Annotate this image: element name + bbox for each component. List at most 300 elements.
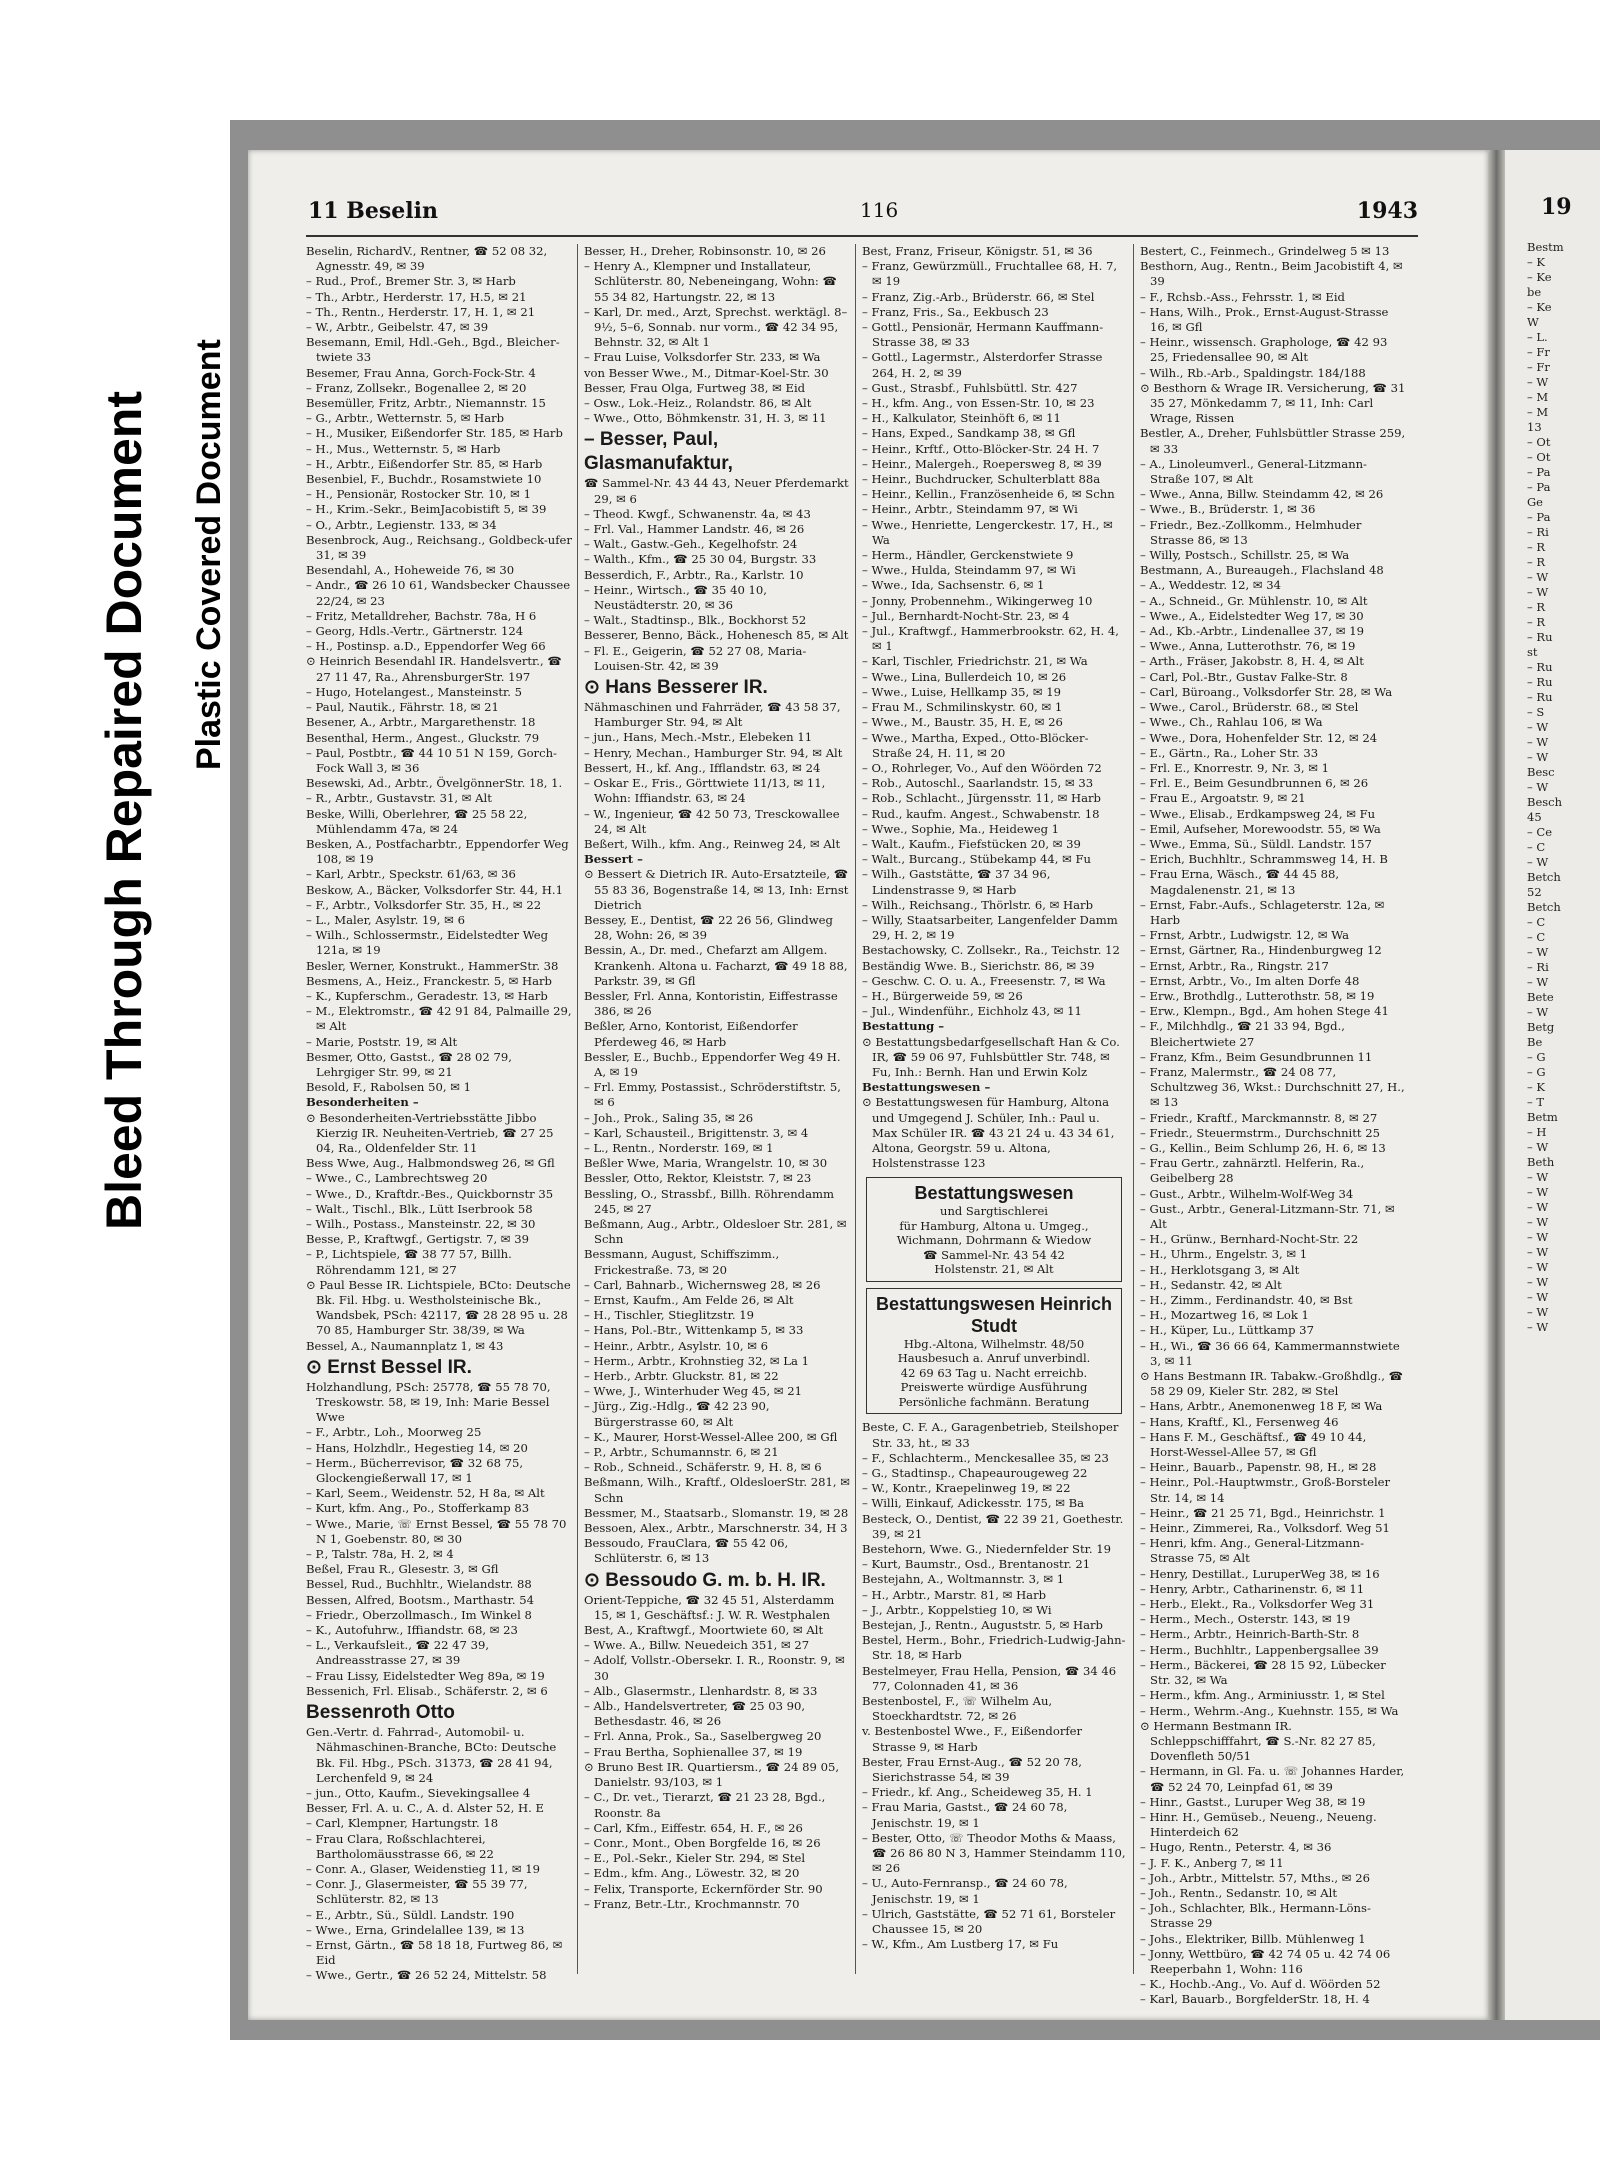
next-page-fragment: be xyxy=(1527,285,1542,299)
directory-entry: ⊙ Hans Bestmann IR. Tabakw.-Großhdlg., ☎ 58 29 09, Kieler Str. 282, ✉ Stel xyxy=(1140,1369,1404,1399)
directory-entry: – Frau Bertha, Sophienallee 37, ✉ 19 xyxy=(584,1744,803,1759)
directory-entry: Besken, A., Postfacharbtr., Eppendorfer Weg 108, ✉ 19 xyxy=(306,836,569,867)
directory-entry: – Henri, kfm. Ang., General-Litzmann-Strasse 75, ✉ Alt xyxy=(1140,1536,1365,1566)
directory-entry: Beßler Wwe, Maria, Wrangelstr. 10, ✉ 30 xyxy=(584,1156,828,1171)
next-page-fragment: – Pa xyxy=(1527,465,1551,479)
next-page-fragment: – W xyxy=(1527,570,1549,584)
directory-entry: – Heinr., ☎ 21 25 71, Bgd., Heinrichstr. 1 xyxy=(1140,1505,1386,1520)
side-note-plastic-covered: Plastic Covered Document xyxy=(190,339,228,770)
directory-entry: – J. F. K., Anberg 7, ✉ 11 xyxy=(1140,1855,1284,1870)
column-divider xyxy=(855,244,856,1974)
directory-entry: – Wwe., Hulda, Steindamm 97, ✉ Wi xyxy=(862,563,1076,578)
advertisement-line: für Hamburg, Altona u. Umgeg., xyxy=(899,1218,1089,1233)
directory-entry: ⊙ Bruno Best IR. Quartiersm., ☎ 24 89 05, Danielstr. 93/103, ✉ 1 xyxy=(584,1759,840,1790)
directory-entry: Bester, Frau Ernst-Aug., ☎ 52 20 78, Sierichstrasse 54, ✉ 39 xyxy=(862,1754,1082,1785)
directory-entry: – R., Arbtr., Gustavstr. 31, ✉ Alt xyxy=(306,791,492,806)
directory-entry: Bestehorn, Wwe. G., Niedernfelder Str. 19 xyxy=(862,1542,1112,1557)
directory-entry: – A., Schneid., Gr. Mühlenstr. 10, ✉ Alt xyxy=(1140,593,1368,608)
directory-entry: – Wwe. A., Billw. Neuedeich 351, ✉ 27 xyxy=(584,1638,810,1653)
directory-entry: Beßel, Frau R., Glesestr. 3, ✉ Gfl xyxy=(306,1562,499,1577)
next-page-fragment: Besc xyxy=(1527,765,1555,779)
next-page-fragment: – T xyxy=(1527,1095,1545,1109)
directory-entry: – Heinr., Malergeh., Roepersweg 8, ✉ 39 xyxy=(862,456,1102,471)
next-page-edge xyxy=(1505,150,1600,2020)
directory-entry: – W., Ingenieur, ☎ 42 50 73, Tresckowallee 24, ✉ Alt xyxy=(584,806,840,836)
directory-entry: v. Bestenbostel Wwe., F., Eißendorfer Strasse 9, ✉ Harb xyxy=(862,1724,1083,1754)
next-page-fragment: – Fr xyxy=(1527,360,1550,374)
directory-entry: – Henry A., Klempner und Installateur, Schlüterstr. 80, Nebeneingang, Wohn: ☎ 55 34 82, Hartungstr. 22, ✉ 13 xyxy=(584,259,837,304)
directory-entry: – Joh., Schlachter, Blk., Hermann-Löns-Strasse 29 xyxy=(1140,1901,1371,1931)
directory-entry: Besenbrock, Aug., Reichsang., Goldbeck-ufer 31, ✉ 39 xyxy=(306,532,572,563)
directory-entry: – H., Uhrm., Engelstr. 3, ✉ 1 xyxy=(1140,1247,1308,1262)
directory-entry: – Karl, Dr. med., Arzt, Sprechst. werktägl. 8–9½, 5–6, Sonnab. nur vorm., ☎ 42 34 95, Behnstr. 32, ✉ Alt 1 xyxy=(584,304,848,350)
next-page-fragment: – W xyxy=(1527,1200,1549,1214)
directory-entry: – Walt., Kaufm., Fiefstücken 20, ✉ 39 xyxy=(862,836,1081,851)
directory-entry: Besenthal, Herm., Angest., Gluckstr. 79 xyxy=(306,730,540,745)
directory-entry: – Wwe., Gertr., ☎ 26 52 24, Mittelstr. 58 xyxy=(306,1968,547,1983)
directory-entry: Beßmann, Wilh., Kraftf., OldesloerStr. 281, ✉ Schn xyxy=(584,1475,850,1505)
directory-entry: – L., Verkaufsleit., ☎ 22 47 39, Andreasstrasse 27, ✉ 39 xyxy=(306,1638,490,1668)
directory-entry: – Hugo, Hotelangest., Mansteinstr. 5 xyxy=(306,684,522,699)
directory-entry: – Franz, Zig.-Arb., Brüderstr. 66, ✉ Stel xyxy=(862,289,1095,304)
next-page-fragment: – R xyxy=(1527,600,1546,614)
next-page-fragment: – S xyxy=(1527,705,1545,719)
directory-entry-headline: – Besser, Paul, Glasmanufaktur, xyxy=(584,429,733,475)
directory-entry: – Heinr., Pol.-Hauptwmstr., Groß-Borsteler Str. 14, ✉ 14 xyxy=(1140,1475,1391,1505)
directory-section-heading: Bestattung – xyxy=(862,1019,945,1034)
directory-entry: – Wwe., Elisab., Erdkampsweg 24, ✉ Fu xyxy=(1140,806,1376,821)
directory-entry: – Fritz, Metalldreher, Bachstr. 78a, H 6 xyxy=(306,608,537,623)
directory-entry: Best, A., Kraftwgf., Moortwiete 60, ✉ Alt xyxy=(584,1623,824,1638)
directory-entry: Beßert, Wilh., kfm. Ang., Reinweg 24, ✉ Alt xyxy=(584,836,841,851)
advertisement-line: ☎ Sammel-Nr. 43 54 42 xyxy=(923,1247,1065,1262)
directory-entry: – Rob., Autoschl., Saarlandstr. 15, ✉ 33 xyxy=(862,776,1094,791)
directory-entry: – Heinr., Arbtr., Asylstr. 10, ✉ 6 xyxy=(584,1338,768,1353)
directory-entry: – Heinr., wissensch. Graphologe, ☎ 42 93 25, Friedensallee 90, ✉ Alt xyxy=(1140,335,1388,365)
directory-entry: Beselin, RichardV., Rentner, ☎ 52 08 32, Agnesstr. 49, ✉ 39 xyxy=(306,244,548,274)
directory-entry: – Erich, Buchhltr., Schrammsweg 14, H. B xyxy=(1140,852,1388,867)
directory-entry: – P., Arbtr., Schumannstr. 6, ✉ 21 xyxy=(584,1445,779,1460)
directory-entry: – Wilh., Reichsang., Thörlstr. 6, ✉ Harb xyxy=(862,897,1094,912)
directory-entry: – Ernst, Gärtner, Ra., Hindenburgweg 12 xyxy=(1140,943,1382,958)
directory-entry: – Friedr., Bez.-Zollkomm., Helmhuder Strasse 86, ✉ 13 xyxy=(1140,517,1362,547)
next-page-fragment: – W xyxy=(1527,1290,1549,1304)
next-page-fragment: – K xyxy=(1527,255,1545,269)
directory-entry: – Conr. J., Glasermeister, ☎ 55 39 77, Schlüterstr. 82, ✉ 13 xyxy=(306,1877,528,1907)
directory-entry: – Karl, Arbtr., Speckstr. 61/63, ✉ 36 xyxy=(306,867,516,882)
directory-entry: – H., Herklotsgang 3, ✉ Alt xyxy=(1140,1262,1300,1277)
directory-entry: – Hans, Kraftf., Kl., Fersenweg 46 xyxy=(1140,1414,1339,1429)
next-page-fragment: – Ke xyxy=(1527,300,1552,314)
scan-bottom-band xyxy=(248,2020,1600,2040)
advertisement-box xyxy=(866,1177,1122,1282)
next-page-fragment: – W xyxy=(1527,1230,1549,1244)
directory-entry: – Herm., Buchhltr., Lappenbergsallee 39 xyxy=(1140,1642,1379,1657)
directory-entry: – Joh., Rentn., Sedanstr. 10, ✉ Alt xyxy=(1140,1885,1337,1900)
directory-entry: – Paul, Postbtr., ☎ 44 10 51 N 159, Gorch-Fock Wall 3, ✉ 36 xyxy=(306,745,557,775)
directory-entry: ☎ Sammel-Nr. 43 44 43, Neuer Pferdemarkt 29, ✉ 6 xyxy=(584,476,849,506)
directory-entry-headline: ⊙ Bessoudo G. m. b. H. IR. xyxy=(584,1569,826,1591)
directory-entry: ⊙ Hermann Bestmann IR. Schleppschifffahrt, ☎ S.-Nr. 82 27 85, Dovenfleth 50/51 xyxy=(1140,1718,1376,1764)
directory-entry: – Hans, Wilh., Prok., Ernst-August-Strasse 16, ✉ Gfl xyxy=(1140,304,1389,335)
directory-entry: – K., Autofuhrw., Iffiandstr. 68, ✉ 23 xyxy=(306,1623,518,1638)
directory-entry: – Ad., Kb.-Arbtr., Lindenallee 37, ✉ 19 xyxy=(1140,624,1364,639)
directory-entry: Bessenich, Frl. Elisab., Schäferstr. 2, ✉ 6 xyxy=(306,1683,548,1698)
column-2 xyxy=(584,244,850,1974)
directory-entry: – Rob., Schlacht., Jürgensstr. 11, ✉ Harb xyxy=(862,791,1101,806)
directory-entry: – Herm., Bäckerei, ☎ 28 15 92, Lübecker Str. 32, ✉ Wa xyxy=(1140,1657,1386,1688)
next-page-fragment: – W xyxy=(1527,735,1549,749)
advertisement-line: Hausbesuch a. Anruf unverbindl. xyxy=(897,1351,1091,1366)
directory-entry: – Joh., Arbtr., Mittelstr. 57, Mths., ✉ 26 xyxy=(1140,1870,1370,1885)
directory-entry: Bessler, Otto, Rektor, Kleiststr. 7, ✉ 23 xyxy=(584,1171,812,1186)
next-page-fragment: – Ri xyxy=(1527,960,1549,974)
directory-entry: – H., Wi., ☎ 36 66 64, Kammermannstwiete 3, ✉ 11 xyxy=(1140,1338,1400,1368)
next-page-fragment: – W xyxy=(1527,585,1549,599)
directory-entry: Bessmann, August, Schiffszimm., Frickestraße. 73, ✉ 20 xyxy=(584,1247,780,1277)
next-page-fragment: – W xyxy=(1527,720,1549,734)
directory-entry: Bessey, E., Dentist, ☎ 22 26 56, Glindweg 28, Wohn: 26, ✉ 39 xyxy=(584,912,833,943)
directory-entry: – F., Schlachterm., Menckesallee 35, ✉ 23 xyxy=(862,1450,1109,1465)
directory-entry: – Herm., Arbtr., Heinrich-Barth-Str. 8 xyxy=(1140,1627,1360,1642)
next-page-fragment: – G xyxy=(1527,1050,1546,1064)
directory-entry: – H., Musiker, Eißendorfer Str. 185, ✉ Harb xyxy=(306,426,563,441)
directory-entry: – Hinr., Gastst., Luruper Weg 38, ✉ 19 xyxy=(1140,1794,1366,1809)
directory-entry: – O., Arbtr., Legienstr. 133, ✉ 34 xyxy=(306,517,497,532)
directory-entry: – H., Mozartweg 16, ✉ Lok 1 xyxy=(1140,1308,1309,1323)
directory-entry: – Geschw. C. O. u. A., Freesenstr. 7, ✉ Wa xyxy=(862,973,1106,988)
directory-entry: – Andr., ☎ 26 10 61, Wandsbecker Chaussee 22/24, ✉ 23 xyxy=(306,578,571,608)
directory-entry: Besold, F., Rabolsen 50, ✉ 1 xyxy=(306,1080,471,1095)
next-page-fragment: – Ot xyxy=(1527,435,1551,449)
directory-entry: – Hinr. H., Gemüseb., Neueng., Neueng. Hinterdeich 62 xyxy=(1140,1809,1377,1840)
column-1 xyxy=(306,244,572,1983)
directory-entry: Bessoen, Alex., Arbtr., Marschnerstr. 34, H 3 xyxy=(584,1521,848,1536)
directory-entry: – L., Maler, Asylstr. 19, ✉ 6 xyxy=(306,912,465,927)
directory-entry: – E., Gärtn., Ra., Loher Str. 33 xyxy=(1140,745,1319,760)
directory-entry: – M., Elektromstr., ☎ 42 91 84, Palmaille 29, ✉ Alt xyxy=(306,1004,572,1034)
next-page-fragment: – W xyxy=(1527,1275,1549,1289)
directory-entry: – H., Bürgerweide 59, ✉ 26 xyxy=(862,988,1023,1003)
next-page-fragment: W xyxy=(1527,315,1539,329)
directory-entry: – H., Kalkulator, Steinhöft 6, ✉ 11 xyxy=(862,411,1061,426)
directory-section-heading: Bessert – xyxy=(584,852,643,867)
next-page-fragment: – Ru xyxy=(1527,690,1553,704)
directory-entry: – Franz, Fris., Sa., Eekbusch 23 xyxy=(862,304,1049,319)
next-page-fragment: – H xyxy=(1527,1125,1547,1139)
next-page-fragment: Betch xyxy=(1527,900,1561,914)
directory-entry: Bessling, O., Strassbf., Billh. Röhrendamm 245, ✉ 27 xyxy=(584,1186,834,1216)
directory-entry: – Hans, Holzhdlr., Hegestieg 14, ✉ 20 xyxy=(306,1440,528,1455)
directory-entry: – Marie, Poststr. 19, ✉ Alt xyxy=(306,1034,458,1049)
next-page-fragment: 13 xyxy=(1527,420,1542,434)
directory-entry: – Jul., Kraftwgf., Hammerbrookstr. 62, H. 4, ✉ 1 xyxy=(862,624,1119,654)
directory-entry: – E., Arbtr., Sü., Süldl. Landstr. 190 xyxy=(306,1907,515,1922)
directory-entry: ⊙ Bessert & Dietrich IR. Auto-Ersatzteile, ☎ 55 83 36, Bogenstraße 14, ✉ 13, Inh: Ernst Dietrich xyxy=(584,867,849,912)
directory-entry: – Gust., Arbtr., General-Litzmann-Str. 71, ✉ Alt xyxy=(1140,1201,1395,1231)
directory-entry: – G., Kellin., Beim Schlump 26, H. 6, ✉ 13 xyxy=(1140,1140,1386,1155)
directory-entry: – Heinr., Krftf., Otto-Blöcker-Str. 24 H. 7 xyxy=(862,441,1100,456)
next-page-fragment: – M xyxy=(1527,390,1549,404)
next-page-fragment: – Pa xyxy=(1527,480,1551,494)
directory-entry: – Wwe., Lina, Bullerdeich 10, ✉ 26 xyxy=(862,669,1067,684)
next-page-fragment: st xyxy=(1527,645,1538,659)
directory-entry-headline: Bessenroth Otto xyxy=(306,1702,455,1724)
directory-entry: – Wwe., C., Lambrechtsweg 20 xyxy=(306,1171,488,1186)
directory-entry: Bestler, A., Dreher, Fuhlsbüttler Strasse 259, ✉ 33 xyxy=(1140,426,1406,456)
next-page-fragment: – Ce xyxy=(1527,825,1553,839)
directory-entry-headline: ⊙ Ernst Bessel IR. xyxy=(306,1356,472,1378)
page-year: 1943 xyxy=(1356,198,1418,224)
directory-entry: Bestert, C., Feinmech., Grindelweg 5 ✉ 13 xyxy=(1140,244,1390,258)
directory-entry: – Gottl., Lagermstr., Alsterdorfer Strasse 264, H. 2, ✉ 39 xyxy=(862,350,1103,380)
directory-entry: ⊙ Bestattungsbedarfgesellschaft Han & Co. IR, ☎ 59 06 97, Fuhlsbüttler Str. 748, ✉ Fu, Inh.: Bernh. Han und Erwin Kolz xyxy=(862,1034,1120,1079)
directory-entry: ⊙ Besonderheiten-Vertriebsstätte Jibbo Kierzig IR. Neuheiten-Vertrieb, ☎ 27 25 04, Ra., Oldenfelder Str. 11 xyxy=(306,1110,554,1155)
directory-entry: – F., Arbtr., Loh., Moorweg 25 xyxy=(306,1425,482,1440)
directory-entry: Bestenbostel, F., ☏ Wilhelm Au, Stoeckhardtstr. 72, ✉ 26 xyxy=(862,1694,1053,1724)
directory-entry: – Wwe., Dora, Hohenfelder Str. 12, ✉ 24 xyxy=(1140,730,1378,745)
directory-entry: – Wwe., D., Kraftdr.-Bes., Quickbornstr 35 xyxy=(306,1186,554,1201)
directory-entry: – Carl, Bahnarb., Wichernsweg 28, ✉ 26 xyxy=(584,1277,821,1292)
directory-entry: – Frau M., Schmilinskystr. 60, ✉ 1 xyxy=(862,700,1063,715)
directory-entry: ⊙ Paul Besse IR. Lichtspiele, BCto: Deutsche Bk. Fil. Hbg. u. Westholsteinische Bk., Wandsbek, PSch: 42117, ☎ 28 28 95 u. 28 70 85, Hamburger Str. 38/39, ✉ Wa xyxy=(306,1277,571,1338)
directory-entry: – Frau Lissy, Eidelstedter Weg 89a, ✉ 19 xyxy=(306,1668,545,1683)
book-spine xyxy=(1488,150,1505,2020)
directory-entry: – Erw., Brothdlg., Lutterothstr. 58, ✉ 19 xyxy=(1140,988,1375,1003)
directory-entry: – J., Arbtr., Koppelstieg 10, ✉ Wi xyxy=(862,1602,1052,1617)
next-page-fragment: Bete xyxy=(1527,990,1554,1004)
next-page-fragment: – W xyxy=(1527,375,1549,389)
directory-entry: ⊙ Bestattungswesen für Hamburg, Altona und Umgegend J. Schüler, Inh.: Paul u. Max Schüler IR. ☎ 43 21 24 u. 43 34 61, Altona, Georgstr. 59 u. Altona, Holstenstrasse 123 xyxy=(862,1095,1115,1171)
directory-entry: – C., Dr. vet., Tierarzt, ☎ 21 23 28, Bgd., Roonstr. 8a xyxy=(584,1790,826,1820)
directory-entry: – Frau E., Argoatstr. 9, ✉ 21 xyxy=(1140,791,1306,806)
directory-entry: Besewski, Ad., Arbtr., ÖvelgönnerStr. 18, 1. xyxy=(306,776,563,791)
directory-entry: Besser, Frau Olga, Furtweg 38, ✉ Eid xyxy=(584,380,806,395)
directory-entry: – Ernst, Kaufm., Am Felde 26, ✉ Alt xyxy=(584,1293,794,1307)
directory-entry: – Franz, Betr.-Ltr., Krochmannstr. 70 xyxy=(584,1896,800,1911)
directory-entry: – Wwe., Ida, Sachsenstr. 6, ✉ 1 xyxy=(862,578,1045,593)
column-divider xyxy=(577,244,578,1974)
advertisement-title: Bestattungswesen Heinrich Studt xyxy=(875,1293,1113,1336)
directory-entry: – Friedr., Oberzollmasch., Im Winkel 8 xyxy=(306,1607,532,1622)
directory-entry: – Wwe., Carol., Brüderstr. 68., ✉ Stel xyxy=(1140,700,1359,715)
directory-entry: Bessler, E., Buchb., Eppendorfer Weg 49 H. A, ✉ 19 xyxy=(584,1049,841,1079)
advertisement-box xyxy=(866,1288,1122,1415)
directory-entry: – Arth., Fräser, Jakobstr. 8, H. 4, ✉ Alt xyxy=(1140,654,1364,669)
directory-entry: – Frau Luise, Volksdorfer Str. 233, ✉ Wa xyxy=(584,350,821,365)
directory-entry: – F., Milchhdlg., ☎ 21 33 94, Bgd., Bleichertwiete 27 xyxy=(1140,1019,1345,1049)
next-page-fragment: – R xyxy=(1527,615,1546,629)
directory-entry: – Karl, Schausteil., Brigittenstr. 3, ✉ 4 xyxy=(584,1125,809,1140)
directory-entry: – Frl. Anna, Prok., Sa., Saselbergweg 20 xyxy=(584,1729,822,1744)
directory-entry: – Wilh., Postass., Mansteinstr. 22, ✉ 30 xyxy=(306,1217,536,1231)
directory-entry: – Hermann, in Gl. Fa. u. ☏ Johannes Harder, ☎ 52 24 70, Leinpfad 61, ✉ 39 xyxy=(1140,1764,1405,1794)
next-page-fragment: – W xyxy=(1527,780,1549,794)
directory-entry: – Wwe., Anna, Lutterothstr. 76, ✉ 19 xyxy=(1140,639,1356,654)
directory-entry: – Wwe., Ch., Rahlau 106, ✉ Wa xyxy=(1140,715,1323,730)
next-page-fragment: – W xyxy=(1527,855,1549,869)
directory-entry: Gen.-Vertr. d. Fahrrad-, Automobil- u. Nähmaschinen-Branche, BCto: Deutsche Bk. Fil. Hbg., PSch. 31373, ☎ 28 41 94, Lerchenfeld 9, ✉ 24 xyxy=(306,1725,557,1785)
directory-entry: – Conr., Mont., Oben Borgfelde 16, ✉ 26 xyxy=(584,1835,821,1850)
directory-entry: – W., Arbtr., Geibelstr. 47, ✉ 39 xyxy=(306,320,489,335)
next-page-fragment: Besch xyxy=(1527,795,1563,809)
next-page-fragment: – Ri xyxy=(1527,525,1549,539)
directory-entry: – Herb., Elekt., Ra., Volksdorfer Weg 31 xyxy=(1140,1597,1375,1612)
directory-entry: – Th., Rentn., Herderstr. 17, H. 1, ✉ 21 xyxy=(306,304,536,319)
page-header-left: 11 Beselin xyxy=(308,198,438,224)
directory-entry: Besthorn, Aug., Rentn., Beim Jacobistift 4, ✉ 39 xyxy=(1140,259,1403,289)
directory-entry: – Wwe., Otto, Böhmkenstr. 31, H. 3, ✉ 11 xyxy=(584,411,827,426)
directory-entry: – Ernst, Arbtr., Ra., Ringstr. 217 xyxy=(1140,958,1329,973)
directory-entry: Orient-Teppiche, ☎ 32 45 51, Alsterdamm 15, ✉ 1, Geschäftsf.: J. W. R. Westphalen xyxy=(584,1592,835,1622)
directory-entry: Besser, H., Dreher, Robinsonstr. 10, ✉ 26 xyxy=(584,244,826,258)
directory-entry: – L., Rentn., Norderstr. 169, ✉ 1 xyxy=(584,1140,774,1155)
directory-entry: – Franz, Gewürzmüll., Fruchtallee 68, H. 7, ✉ 19 xyxy=(862,259,1118,289)
next-page-fragment: – Fr xyxy=(1527,345,1550,359)
advertisement-line: Persönliche fachmänn. Beratung xyxy=(898,1394,1090,1409)
directory-entry: – jun., Hans, Mech.-Mstr., Elebeken 11 xyxy=(584,730,813,745)
directory-section-heading: Bestattungswesen – xyxy=(862,1080,991,1095)
directory-entry: – Frau Erna, Wäsch., ☎ 44 45 88, Magdalenenstr. 21, ✉ 13 xyxy=(1140,867,1340,897)
directory-entry: Beste, C. F. A., Garagenbetrieb, Steilshoper Str. 33, ht., ✉ 33 xyxy=(862,1420,1119,1450)
next-page-fragment: Betch xyxy=(1527,870,1561,884)
advertisement-line: Preiswerte würdige Ausführung xyxy=(900,1380,1088,1395)
next-page-fragment: – C xyxy=(1527,840,1546,854)
directory-entry: – Herm., Arbtr., Krohnstieg 32, ✉ La 1 xyxy=(584,1353,809,1368)
advertisement-line: 42 69 63 Tag u. Nacht erreichb. xyxy=(900,1365,1088,1380)
directory-section-heading: Besonderheiten – xyxy=(306,1095,419,1110)
advertisement-line: und Sargtischlerei xyxy=(940,1204,1048,1219)
directory-entry: Holzhandlung, PSch: 25778, ☎ 55 78 70, Treskowstr. 58, ✉ 19, Inh: Marie Bessel Wwe xyxy=(306,1379,551,1425)
directory-entry: – Bester, Otto, ☏ Theodor Moths & Maass, ☎ 26 86 80 N 3, Hammer Steindamm 110, ✉ 26 xyxy=(862,1830,1126,1876)
next-page-fragment: 52 xyxy=(1527,885,1542,899)
next-page-fragment: – Ot xyxy=(1527,450,1551,464)
directory-entry: – Alb., Handelsvertreter, ☎ 25 03 90, Bethesdastr. 46, ✉ 26 xyxy=(584,1699,806,1729)
next-page-fragment: Ge xyxy=(1527,495,1543,509)
directory-entry: – W., Kontr., Kraepelinweg 19, ✉ 22 xyxy=(862,1481,1071,1496)
next-page-fragment: – R xyxy=(1527,540,1546,554)
directory-entry: – Friedr., Kraftf., Marckmannstr. 8, ✉ 27 xyxy=(1140,1110,1378,1125)
directory-entry: – K., Kupferschm., Geradestr. 13, ✉ Harb xyxy=(306,988,548,1003)
next-page-fragment: – W xyxy=(1527,1305,1549,1319)
next-page-fragment: Be xyxy=(1527,1035,1543,1049)
directory-entry: Besenbiel, F., Buchdr., Rosamstwiete 10 xyxy=(306,472,542,487)
directory-entry: – O., Rohrleger, Vo., Auf den Wöörden 72 xyxy=(862,760,1102,775)
directory-entry: – Wwe., Henriette, Lengerckestr. 17, H., ✉ Wa xyxy=(862,517,1113,547)
directory-entry: – Wwe., Luise, Hellkamp 35, ✉ 19 xyxy=(862,684,1061,699)
directory-entry: – Henry, Mechan., Hamburger Str. 94, ✉ Alt xyxy=(584,745,843,760)
directory-entry: – Wwe., A., Eidelstedter Weg 17, ✉ 30 xyxy=(1140,608,1364,623)
directory-entry: – Ulrich, Gaststätte, ☎ 52 71 61, Borsteler Chaussee 15, ✉ 20 xyxy=(862,1906,1116,1937)
advertisement-title: Bestattungswesen xyxy=(914,1183,1074,1204)
directory-entry: Bestejan, J., Rentn., Auguststr. 5, ✉ Harb xyxy=(862,1618,1103,1633)
directory-entry: – H., Arbtr., Eißendorfer Str. 85, ✉ Harb xyxy=(306,456,543,471)
directory-entry: – F., Rchsb.-Ass., Fehrsstr. 1, ✉ Eid xyxy=(1140,289,1345,304)
directory-entry: – Heinr., Zimmerei, Ra., Volksdorf. Weg 51 xyxy=(1140,1521,1390,1536)
directory-entry: – K., Maurer, Horst-Wessel-Allee 200, ✉ Gfl xyxy=(584,1429,838,1444)
directory-entry: – P., Lichtspiele, ☎ 38 77 57, Billh. Röhrendamm 121, ✉ 27 xyxy=(306,1247,512,1277)
next-page-fragment: – G xyxy=(1527,1065,1546,1079)
directory-entry: – A., Weddestr. 12, ✉ 34 xyxy=(1140,578,1281,593)
directory-entry: – H., Sedanstr. 42, ✉ Alt xyxy=(1140,1277,1282,1292)
directory-entry: – Wwe, J., Winterhuder Weg 45, ✉ 21 xyxy=(584,1384,802,1399)
column-3 xyxy=(862,244,1128,1974)
directory-entry: – Walt., Burcang., Stübekamp 44, ✉ Fu xyxy=(862,852,1092,867)
directory-entry: – H., Pensionär, Rostocker Str. 10, ✉ 1 xyxy=(306,487,531,502)
directory-entry: – Herm., Bücherrevisor, ☎ 32 68 75, Glockengießerwall 17, ✉ 1 xyxy=(306,1455,524,1486)
directory-entry: – Kurt, Baumstr., Osd., Brentanostr. 21 xyxy=(862,1557,1091,1572)
directory-entry: – E., Pol.-Sekr., Kieler Str. 294, ✉ Stel xyxy=(584,1851,806,1866)
directory-entry: Bessel, Rud., Buchhltr., Wielandstr. 88 xyxy=(306,1577,532,1592)
directory-entry: – H., Küper, Lu., Lüttkamp 37 xyxy=(1140,1323,1314,1338)
directory-entry: – Frau Maria, Gastst., ☎ 24 60 78, Jenischstr. 19, ✉ 1 xyxy=(862,1800,1068,1830)
column-4 xyxy=(1140,244,1406,2007)
directory-entry: Nähmaschinen und Fahrräder, ☎ 43 58 37, Hamburger Str. 94, ✉ Alt xyxy=(584,700,841,730)
directory-entry: Besler, Werner, Konstrukt., HammerStr. 38 xyxy=(306,958,559,973)
directory-entry: – Carl, Büroang., Volksdorfer Str. 28, ✉ Wa xyxy=(1140,684,1393,699)
directory-entry: – Jonny, Wettbüro, ☎ 42 74 05 u. 42 74 06 Reeperbahn 1, Wohn: 116 xyxy=(1140,1946,1391,1976)
directory-entry: – Heinr., Wirtsch., ☎ 35 40 10, Neustädterstr. 20, ✉ 36 xyxy=(584,582,767,613)
directory-entry: – Heinr., Arbtr., Steindamm 97, ✉ Wi xyxy=(862,502,1078,517)
directory-entry: – Karl, Tischler, Friedrichstr. 21, ✉ Wa xyxy=(862,654,1088,669)
directory-entry: – H., Tischler, Stieglitzstr. 19 xyxy=(584,1308,754,1323)
next-page-fragment: – M xyxy=(1527,405,1549,419)
directory-entry: – H., Postinsp. a.D., Eppendorfer Weg 66 xyxy=(306,639,546,654)
directory-entry: – W., Kfm., Am Lustberg 17, ✉ Fu xyxy=(862,1937,1059,1952)
directory-entry: – Wwe., Marie, ☏ Ernst Bessel, ☎ 55 78 70 N 1, Goebenstr. 80, ✉ 30 xyxy=(306,1516,567,1546)
directory-entry: Bessler, Frl. Anna, Kontoristin, Eiffestrasse 386, ✉ 26 xyxy=(584,988,838,1019)
next-page-fragment: Beth xyxy=(1527,1155,1555,1169)
next-page-fragment: – W xyxy=(1527,945,1549,959)
directory-entry: – Gust., Strasbf., Fuhlsbüttl. Str. 427 xyxy=(862,380,1078,395)
directory-entry: – Walt., Gastw.-Geh., Kegelhofstr. 24 xyxy=(584,537,798,552)
side-note-bleed-through: Bleed Through Repaired Document xyxy=(96,391,152,1230)
directory-entry: Bestejahn, A., Woltmannstr. 3, ✉ 1 xyxy=(862,1572,1065,1587)
directory-entry: Bess Wwe, Aug., Halbmondsweg 26, ✉ Gfl xyxy=(306,1156,555,1171)
directory-entry: – Henry, Arbtr., Catharinenstr. 6, ✉ 11 xyxy=(1140,1581,1365,1596)
directory-entry: – Frl. E., Beim Gesundbrunnen 6, ✉ 26 xyxy=(1140,776,1369,791)
directory-entry: – Kurt, kfm. Ang., Po., Stofferkamp 83 xyxy=(306,1501,530,1516)
directory-entry: – Gottl., Pensionär, Hermann Kauffmann-Strasse 38, ✉ 33 xyxy=(862,320,1104,350)
next-page-fragment: – C xyxy=(1527,915,1546,929)
directory-entry: – Hans, Pol.-Btr., Wittenkamp 5, ✉ 33 xyxy=(584,1323,804,1338)
directory-entry: – Walt., Stadtinsp., Blk., Bockhorst 52 xyxy=(584,613,807,628)
directory-entry: – Herm., kfm. Ang., Arminiusstr. 1, ✉ Stel xyxy=(1140,1688,1385,1703)
directory-entry: – H., kfm. Ang., von Essen-Str. 10, ✉ 23 xyxy=(862,396,1095,411)
directory-entry: – Karl, Seem., Weidenstr. 52, H 8a, ✉ Alt xyxy=(306,1486,545,1501)
directory-entry: Bestelmeyer, Frau Hella, Pension, ☎ 34 46 77, Colonnaden 41, ✉ 36 xyxy=(862,1663,1117,1693)
directory-entry: – Wwe., Sophie, Ma., Heideweg 1 xyxy=(862,821,1060,836)
directory-entry: – Jonny, Probennehm., Wikingerweg 10 xyxy=(862,593,1093,608)
directory-columns xyxy=(306,244,1422,2007)
directory-entry: Beständig Wwe. B., Sierichstr. 86, ✉ 39 xyxy=(862,958,1095,973)
directory-entry: – H., Grünw., Bernhard-Nocht-Str. 22 xyxy=(1140,1232,1359,1247)
directory-entry: – Jul., Bernhardt-Nocht-Str. 23, ✉ 4 xyxy=(862,608,1070,623)
advertisement-line: Hbg.-Altona, Wilhelmstr. 48/50 xyxy=(903,1336,1085,1351)
directory-entry: Besse, P., Kraftwgf., Gertigstr. 7, ✉ 39 xyxy=(306,1232,529,1247)
directory-entry: – Willy, Staatsarbeiter, Langenfelder Damm 29, H. 2, ✉ 19 xyxy=(862,912,1118,943)
directory-entry: – Walt., Tischl., Blk., Lütt Iserbrook 58 xyxy=(306,1201,533,1216)
directory-entry: – Hans, Arbtr., Anemonenweg 18 F, ✉ Wa xyxy=(1140,1399,1383,1414)
directory-entry: – Frl. Emmy, Postassist., Schröderstiftstr. 5, ✉ 6 xyxy=(584,1080,841,1110)
directory-entry: Bessel, A., Naumannplatz 1, ✉ 43 xyxy=(306,1338,504,1353)
directory-entry: – Friedr., kf. Ang., Scheideweg 35, H. 1 xyxy=(862,1785,1093,1800)
advertisement-line: Wichmann, Dohrmann & Wiedow xyxy=(896,1233,1092,1248)
directory-entry: – Herm., Wehrm.-Ang., Kuehnstr. 155, ✉ Wa xyxy=(1140,1703,1399,1718)
directory-entry: – A., Linoleumverl., General-Litzmann-Straße 107, ✉ Alt xyxy=(1140,456,1367,487)
directory-entry: – Wwe., Martha, Exped., Otto-Blöcker-Straße 24, H. 11, ✉ 20 xyxy=(862,730,1089,760)
directory-entry: – U., Auto-Fernransp., ☎ 24 60 78, Jenischstr. 19, ✉ 1 xyxy=(862,1876,1068,1906)
